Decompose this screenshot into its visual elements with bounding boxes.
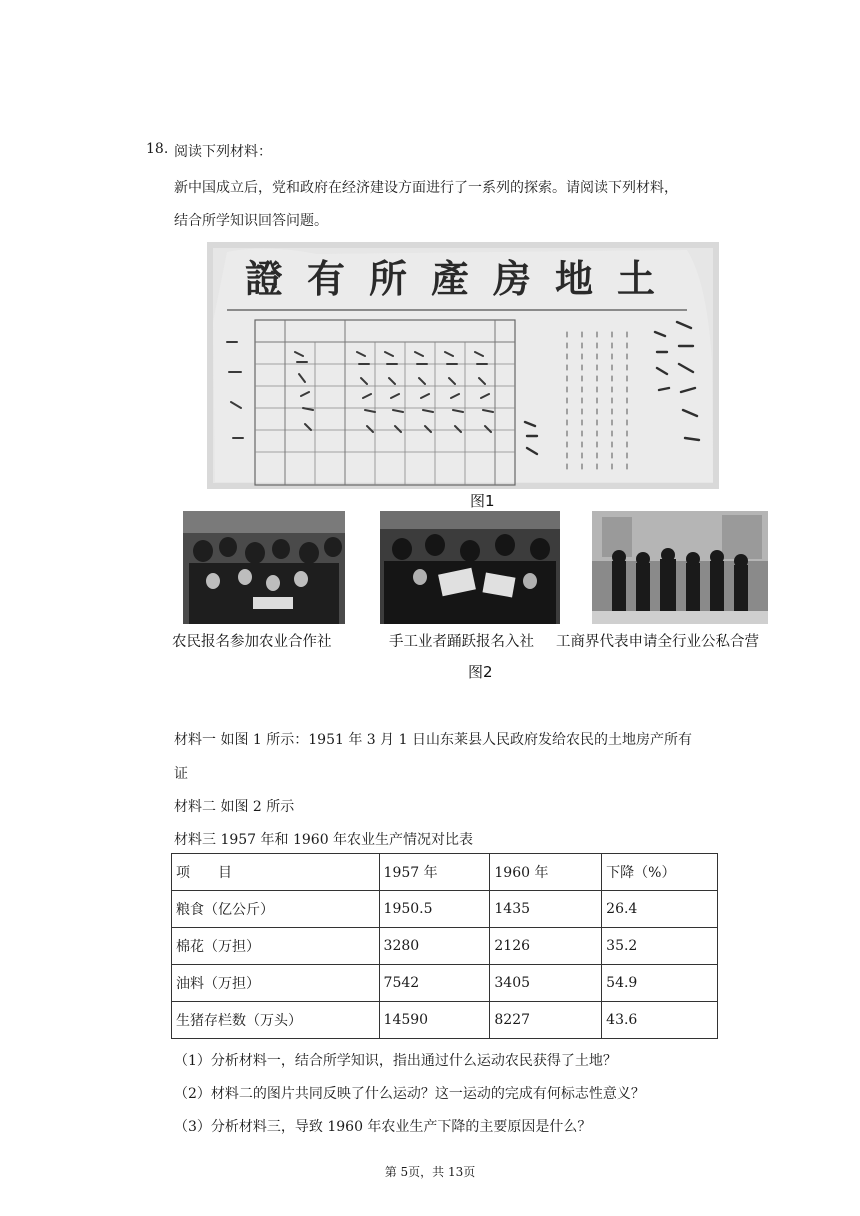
figure2-photo-farmers	[183, 511, 345, 624]
figure2-photo-caption-farmers: 农民报名参加农业合作社	[172, 634, 332, 650]
table-header-cell: 项 目	[172, 854, 380, 891]
table-cell: 2126	[490, 928, 602, 965]
sub-question-2: （2）材料二的图片共同反映了什么运动？这一运动的完成有何标志性意义？	[174, 1086, 645, 1102]
question-intro-line-1: 新中国成立后，党和政府在经济建设方面进行了一系列的探索。请阅读下列材料，	[174, 180, 678, 196]
figure1-land-certificate-image	[207, 242, 719, 489]
table-row	[172, 891, 718, 928]
figure2-photo-caption-handicraft: 手工业者踊跃报名入社	[389, 634, 534, 650]
figure2-photo-handicraft	[380, 511, 560, 624]
table-header-cell: 1960 年	[490, 854, 602, 891]
table-row	[172, 965, 718, 1002]
table-row	[172, 928, 718, 965]
figure2-caption: 图2	[468, 663, 493, 681]
table-cell: 3280	[379, 928, 490, 965]
question-intro-line-2: 结合所学知识回答问题。	[174, 213, 328, 229]
table-cell: 26.4	[602, 891, 718, 928]
material-3: 材料三 1957 年和 1960 年农业生产情况对比表	[174, 832, 474, 848]
table-cell: 1435	[490, 891, 602, 928]
table-header-cell: 1957 年	[379, 854, 490, 891]
table-cell: 14590	[379, 1002, 490, 1039]
sub-question-3: （3）分析材料三，导致 1960 年农业生产下降的主要原因是什么？	[174, 1119, 592, 1135]
figure2-photo-business	[592, 511, 768, 624]
table-cell: 43.6	[602, 1002, 718, 1039]
table-cell: 生猪存栏数（万头）	[172, 1002, 380, 1039]
sub-question-1: （1）分析材料一，结合所学知识，指出通过什么运动农民获得了土地？	[174, 1053, 617, 1069]
figure1-header-text: 證有所產房地土	[244, 256, 680, 301]
figure2-photo-caption-business: 工商界代表申请全行业公私合营	[556, 634, 759, 650]
material-1-line-1: 材料一 如图 1 所示：1951 年 3 月 1 日山东莱县人民政府发给农民的土地房产所有	[174, 732, 692, 748]
material-1-line-2: 证	[174, 766, 188, 782]
table-cell: 8227	[490, 1002, 602, 1039]
question-number: 18.	[146, 141, 169, 157]
table-cell: 35.2	[602, 928, 718, 965]
table-cell: 棉花（万担）	[172, 928, 380, 965]
agriculture-comparison-table	[171, 853, 718, 1039]
table-cell: 3405	[490, 965, 602, 1002]
table-cell: 54.9	[602, 965, 718, 1002]
table-row	[172, 1002, 718, 1039]
figure1-caption: 图1	[470, 492, 495, 510]
page-footer: 第 5页，共 13页	[384, 1165, 476, 1179]
material-2: 材料二 如图 2 所示	[174, 799, 295, 815]
table-cell: 粮食（亿公斤）	[172, 891, 380, 928]
table-cell: 7542	[379, 965, 490, 1002]
table-cell: 1950.5	[379, 891, 490, 928]
table-header-row	[172, 854, 718, 891]
table-header-cell: 下降（%）	[602, 854, 718, 891]
table-cell: 油料（万担）	[172, 965, 380, 1002]
question-title: 阅读下列材料：	[174, 144, 272, 160]
